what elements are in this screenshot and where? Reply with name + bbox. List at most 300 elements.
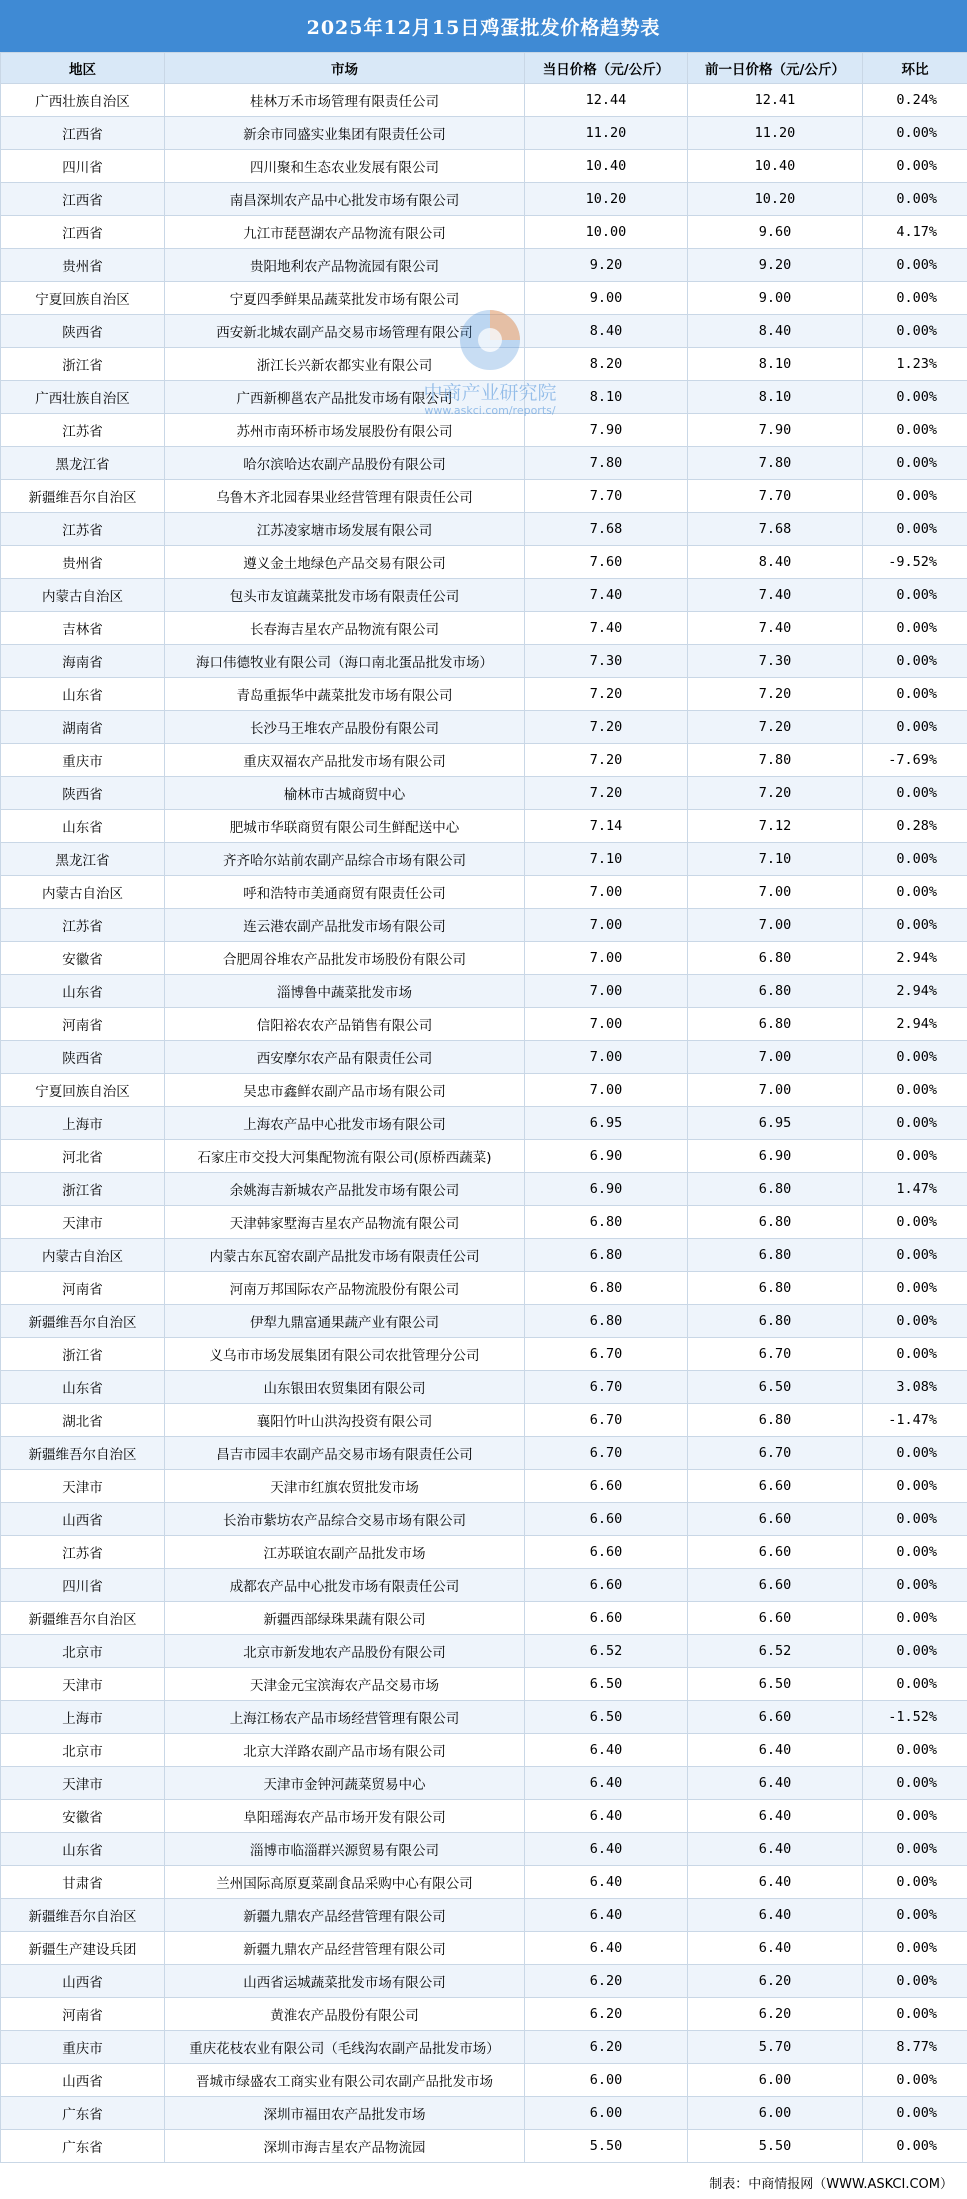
table-row	[1, 1866, 967, 1899]
cell-today-price: 7.00	[525, 1041, 688, 1074]
cell-prev-price: 6.60	[688, 1701, 863, 1734]
cell-region: 安徽省	[1, 942, 165, 975]
cell-region: 山东省	[1, 810, 165, 843]
footer-source: 制表：中商情报网（WWW.ASKCI.COM）	[0, 2166, 967, 2199]
cell-market: 长春海吉星农产品物流有限公司	[165, 612, 525, 645]
cell-change: 0.00%	[863, 1239, 967, 1272]
table-row	[1, 381, 967, 414]
cell-market: 山西省运城蔬菜批发市场有限公司	[165, 1965, 525, 1998]
cell-market: 榆林市古城商贸中心	[165, 777, 525, 810]
table-row	[1, 1503, 967, 1536]
table-row	[1, 1965, 967, 1998]
table-row	[1, 1107, 967, 1140]
cell-change: 2.94%	[863, 942, 967, 975]
cell-region: 新疆生产建设兵团	[1, 1932, 165, 1965]
cell-market: 内蒙古东瓦窑农副产品批发市场有限责任公司	[165, 1239, 525, 1272]
cell-market: 重庆花枝农业有限公司（毛线沟农副产品批发市场）	[165, 2031, 525, 2064]
cell-market: 深圳市海吉星农产品物流园	[165, 2130, 525, 2163]
cell-market: 重庆双福农产品批发市场有限公司	[165, 744, 525, 777]
table-row	[1, 1833, 967, 1866]
cell-today-price: 9.20	[525, 249, 688, 282]
cell-change: 0.00%	[863, 1932, 967, 1965]
cell-today-price: 7.10	[525, 843, 688, 876]
cell-today-price: 7.00	[525, 942, 688, 975]
cell-region: 山东省	[1, 678, 165, 711]
table-row	[1, 1404, 967, 1437]
cell-change: 0.00%	[863, 1074, 967, 1107]
cell-region: 广东省	[1, 2130, 165, 2163]
cell-prev-price: 6.80	[688, 942, 863, 975]
cell-region: 四川省	[1, 150, 165, 183]
table-row	[1, 447, 967, 480]
cell-change: 0.00%	[863, 1107, 967, 1140]
cell-today-price: 10.40	[525, 150, 688, 183]
cell-market: 西安摩尔农产品有限责任公司	[165, 1041, 525, 1074]
cell-today-price: 6.80	[525, 1206, 688, 1239]
cell-today-price: 6.00	[525, 2064, 688, 2097]
table-row	[1, 975, 967, 1008]
cell-prev-price: 6.90	[688, 1140, 863, 1173]
cell-change: 0.00%	[863, 876, 967, 909]
cell-change: 0.00%	[863, 1437, 967, 1470]
cell-region: 贵州省	[1, 249, 165, 282]
table-row	[1, 810, 967, 843]
cell-change: 0.00%	[863, 1305, 967, 1338]
cell-prev-price: 6.40	[688, 1734, 863, 1767]
cell-prev-price: 7.00	[688, 909, 863, 942]
cell-prev-price: 6.50	[688, 1371, 863, 1404]
cell-today-price: 6.60	[525, 1602, 688, 1635]
cell-prev-price: 5.50	[688, 2130, 863, 2163]
cell-change: 0.00%	[863, 480, 967, 513]
cell-change: 4.17%	[863, 216, 967, 249]
cell-today-price: 6.40	[525, 1833, 688, 1866]
cell-market: 新疆西部绿珠果蔬有限公司	[165, 1602, 525, 1635]
cell-prev-price: 6.80	[688, 975, 863, 1008]
cell-today-price: 10.00	[525, 216, 688, 249]
cell-prev-price: 9.00	[688, 282, 863, 315]
cell-prev-price: 6.95	[688, 1107, 863, 1140]
table-row	[1, 1668, 967, 1701]
cell-prev-price: 6.40	[688, 1899, 863, 1932]
cell-change: 2.94%	[863, 1008, 967, 1041]
cell-market: 广西新柳邕农产品批发市场有限公司	[165, 381, 525, 414]
cell-today-price: 6.60	[525, 1503, 688, 1536]
table-row	[1, 1371, 967, 1404]
cell-change: 0.00%	[863, 579, 967, 612]
table-row	[1, 150, 967, 183]
watermark-text: 中商产业研究院	[423, 382, 557, 404]
table-row	[1, 1734, 967, 1767]
cell-today-price: 6.60	[525, 1536, 688, 1569]
cell-prev-price: 7.00	[688, 1041, 863, 1074]
cell-region: 黑龙江省	[1, 843, 165, 876]
cell-prev-price: 6.80	[688, 1404, 863, 1437]
cell-today-price: 7.90	[525, 414, 688, 447]
cell-region: 宁夏回族自治区	[1, 1074, 165, 1107]
table-row	[1, 1338, 967, 1371]
cell-market: 淄博鲁中蔬菜批发市场	[165, 975, 525, 1008]
cell-change: 0.00%	[863, 843, 967, 876]
cell-market: 江苏联谊农副产品批发市场	[165, 1536, 525, 1569]
cell-change: 0.00%	[863, 315, 967, 348]
cell-today-price: 9.00	[525, 282, 688, 315]
cell-today-price: 6.60	[525, 1470, 688, 1503]
cell-today-price: 6.60	[525, 1569, 688, 1602]
cell-prev-price: 6.60	[688, 1470, 863, 1503]
cell-prev-price: 7.80	[688, 744, 863, 777]
cell-change: 0.00%	[863, 282, 967, 315]
table-row	[1, 678, 967, 711]
table-row	[1, 1932, 967, 1965]
cell-market: 兰州国际高原夏菜副食品采购中心有限公司	[165, 1866, 525, 1899]
cell-market: 乌鲁木齐北园春果业经营管理有限责任公司	[165, 480, 525, 513]
cell-prev-price: 7.10	[688, 843, 863, 876]
cell-change: 1.47%	[863, 1173, 967, 1206]
cell-today-price: 7.00	[525, 975, 688, 1008]
cell-market: 包头市友谊蔬菜批发市场有限责任公司	[165, 579, 525, 612]
cell-market: 齐齐哈尔站前农副产品综合市场有限公司	[165, 843, 525, 876]
cell-prev-price: 6.00	[688, 2064, 863, 2097]
cell-today-price: 7.80	[525, 447, 688, 480]
cell-market: 晋城市绿盛农工商实业有限公司农副产品批发市场	[165, 2064, 525, 2097]
cell-market: 江苏凌家塘市场发展有限公司	[165, 513, 525, 546]
cell-change: 0.00%	[863, 1998, 967, 2031]
cell-market: 哈尔滨哈达农副产品股份有限公司	[165, 447, 525, 480]
cell-prev-price: 10.40	[688, 150, 863, 183]
cell-market: 成都农产品中心批发市场有限责任公司	[165, 1569, 525, 1602]
cell-today-price: 8.20	[525, 348, 688, 381]
cell-region: 内蒙古自治区	[1, 1239, 165, 1272]
cell-change: 0.00%	[863, 183, 967, 216]
cell-change: 0.00%	[863, 414, 967, 447]
cell-market: 长沙马王堆农产品股份有限公司	[165, 711, 525, 744]
cell-market: 天津金元宝滨海农产品交易市场	[165, 1668, 525, 1701]
cell-today-price: 6.70	[525, 1338, 688, 1371]
cell-change: 0.00%	[863, 117, 967, 150]
cell-region: 天津市	[1, 1668, 165, 1701]
cell-change: 0.00%	[863, 1767, 967, 1800]
cell-prev-price: 9.60	[688, 216, 863, 249]
cell-today-price: 6.20	[525, 1965, 688, 1998]
cell-region: 浙江省	[1, 1173, 165, 1206]
cell-region: 新疆维吾尔自治区	[1, 1899, 165, 1932]
cell-market: 四川聚和生态农业发展有限公司	[165, 150, 525, 183]
cell-prev-price: 6.80	[688, 1272, 863, 1305]
cell-region: 江苏省	[1, 513, 165, 546]
cell-market: 河南万邦国际农产品物流股份有限公司	[165, 1272, 525, 1305]
table-row	[1, 249, 967, 282]
table-row	[1, 1569, 967, 1602]
cell-today-price: 6.90	[525, 1140, 688, 1173]
cell-change: 0.00%	[863, 2064, 967, 2097]
cell-region: 河南省	[1, 1272, 165, 1305]
cell-region: 河南省	[1, 1008, 165, 1041]
cell-market: 山东银田农贸集团有限公司	[165, 1371, 525, 1404]
table-row	[1, 1602, 967, 1635]
cell-market: 呼和浩特市美通商贸有限责任公司	[165, 876, 525, 909]
cell-region: 贵州省	[1, 546, 165, 579]
table-row	[1, 1767, 967, 1800]
cell-region: 河南省	[1, 1998, 165, 2031]
cell-today-price: 6.50	[525, 1701, 688, 1734]
cell-market: 北京市新发地农产品股份有限公司	[165, 1635, 525, 1668]
cell-market: 连云港农副产品批发市场有限公司	[165, 909, 525, 942]
cell-today-price: 10.20	[525, 183, 688, 216]
cell-change: 0.00%	[863, 678, 967, 711]
table-row	[1, 942, 967, 975]
cell-region: 江苏省	[1, 414, 165, 447]
column-header-market: 市场	[165, 53, 525, 84]
cell-market: 浙江长兴新农都实业有限公司	[165, 348, 525, 381]
cell-region: 河北省	[1, 1140, 165, 1173]
cell-region: 内蒙古自治区	[1, 579, 165, 612]
cell-market: 北京大洋路农副产品市场有限公司	[165, 1734, 525, 1767]
table-row	[1, 1437, 967, 1470]
cell-region: 山东省	[1, 1371, 165, 1404]
cell-market: 肥城市华联商贸有限公司生鲜配送中心	[165, 810, 525, 843]
cell-region: 上海市	[1, 1701, 165, 1734]
cell-prev-price: 7.00	[688, 876, 863, 909]
cell-region: 陕西省	[1, 777, 165, 810]
cell-change: -7.69%	[863, 744, 967, 777]
cell-prev-price: 6.40	[688, 1833, 863, 1866]
table-row	[1, 513, 967, 546]
cell-today-price: 6.52	[525, 1635, 688, 1668]
cell-market: 贵阳地利农产品物流园有限公司	[165, 249, 525, 282]
cell-market: 余姚海吉新城农产品批发市场有限公司	[165, 1173, 525, 1206]
table-row	[1, 1008, 967, 1041]
cell-prev-price: 6.80	[688, 1206, 863, 1239]
table-row	[1, 1701, 967, 1734]
cell-prev-price: 7.30	[688, 645, 863, 678]
cell-prev-price: 6.80	[688, 1239, 863, 1272]
cell-market: 合肥周谷堆农产品批发市场股份有限公司	[165, 942, 525, 975]
cell-change: 0.00%	[863, 1206, 967, 1239]
cell-region: 安徽省	[1, 1800, 165, 1833]
cell-today-price: 6.95	[525, 1107, 688, 1140]
cell-change: 0.00%	[863, 1536, 967, 1569]
cell-prev-price: 7.70	[688, 480, 863, 513]
cell-change: 0.00%	[863, 381, 967, 414]
cell-today-price: 6.20	[525, 1998, 688, 2031]
cell-region: 江西省	[1, 183, 165, 216]
table-row	[1, 348, 967, 381]
column-header-region: 地区	[1, 53, 165, 84]
cell-region: 广东省	[1, 2097, 165, 2130]
cell-today-price: 6.40	[525, 1734, 688, 1767]
cell-today-price: 6.70	[525, 1437, 688, 1470]
cell-change: 0.00%	[863, 1140, 967, 1173]
cell-prev-price: 5.70	[688, 2031, 863, 2064]
cell-region: 山西省	[1, 2064, 165, 2097]
cell-today-price: 6.70	[525, 1404, 688, 1437]
cell-market: 襄阳竹叶山洪沟投资有限公司	[165, 1404, 525, 1437]
table-row	[1, 414, 967, 447]
table-row	[1, 645, 967, 678]
table-row	[1, 1272, 967, 1305]
cell-market: 桂林万禾市场管理有限责任公司	[165, 84, 525, 117]
cell-change: 0.00%	[863, 1635, 967, 1668]
cell-today-price: 7.20	[525, 777, 688, 810]
cell-region: 湖南省	[1, 711, 165, 744]
column-header-prev-price: 前一日价格（元/公斤）	[688, 53, 863, 84]
table-row	[1, 777, 967, 810]
header-row	[1, 53, 967, 84]
cell-prev-price: 12.41	[688, 84, 863, 117]
cell-prev-price: 6.70	[688, 1437, 863, 1470]
cell-region: 四川省	[1, 1569, 165, 1602]
table-row	[1, 2064, 967, 2097]
cell-change: 0.00%	[863, 1569, 967, 1602]
cell-market: 新疆九鼎农产品经营管理有限公司	[165, 1899, 525, 1932]
cell-prev-price: 8.10	[688, 381, 863, 414]
table-row	[1, 183, 967, 216]
cell-today-price: 6.40	[525, 1866, 688, 1899]
cell-market: 深圳市福田农产品批发市场	[165, 2097, 525, 2130]
cell-prev-price: 6.80	[688, 1305, 863, 1338]
table-row	[1, 1206, 967, 1239]
cell-today-price: 12.44	[525, 84, 688, 117]
cell-market: 南昌深圳农产品中心批发市场有限公司	[165, 183, 525, 216]
cell-change: 0.00%	[863, 150, 967, 183]
cell-today-price: 6.40	[525, 1932, 688, 1965]
cell-today-price: 7.30	[525, 645, 688, 678]
table-row	[1, 1635, 967, 1668]
cell-change: -9.52%	[863, 546, 967, 579]
cell-region: 天津市	[1, 1470, 165, 1503]
cell-market: 遵义金土地绿色产品交易有限公司	[165, 546, 525, 579]
cell-today-price: 6.80	[525, 1272, 688, 1305]
cell-prev-price: 9.20	[688, 249, 863, 282]
cell-market: 长治市紫坊农产品综合交易市场有限公司	[165, 1503, 525, 1536]
cell-change: 0.00%	[863, 1272, 967, 1305]
table-row	[1, 216, 967, 249]
cell-market: 吴忠市鑫鲜农副产品市场有限公司	[165, 1074, 525, 1107]
table-row	[1, 1041, 967, 1074]
cell-market: 青岛重振华中蔬菜批发市场有限公司	[165, 678, 525, 711]
cell-region: 浙江省	[1, 1338, 165, 1371]
table-row	[1, 1173, 967, 1206]
cell-today-price: 7.40	[525, 579, 688, 612]
cell-change: 1.23%	[863, 348, 967, 381]
cell-today-price: 11.20	[525, 117, 688, 150]
table-row	[1, 1536, 967, 1569]
cell-change: 0.00%	[863, 249, 967, 282]
cell-change: 0.00%	[863, 513, 967, 546]
cell-today-price: 7.68	[525, 513, 688, 546]
cell-market: 石家庄市交投大河集配物流有限公司(原桥西蔬菜)	[165, 1140, 525, 1173]
cell-market: 黄淮农产品股份有限公司	[165, 1998, 525, 2031]
cell-today-price: 6.50	[525, 1668, 688, 1701]
cell-region: 新疆维吾尔自治区	[1, 480, 165, 513]
cell-change: 3.08%	[863, 1371, 967, 1404]
cell-today-price: 8.40	[525, 315, 688, 348]
cell-prev-price: 10.20	[688, 183, 863, 216]
cell-region: 山东省	[1, 975, 165, 1008]
cell-today-price: 7.40	[525, 612, 688, 645]
cell-today-price: 6.90	[525, 1173, 688, 1206]
cell-today-price: 6.20	[525, 2031, 688, 2064]
cell-region: 海南省	[1, 645, 165, 678]
cell-change: -1.52%	[863, 1701, 967, 1734]
cell-change: 0.00%	[863, 1338, 967, 1371]
cell-change: 0.00%	[863, 1965, 967, 1998]
cell-region: 山西省	[1, 1503, 165, 1536]
cell-prev-price: 6.80	[688, 1008, 863, 1041]
cell-prev-price: 6.60	[688, 1536, 863, 1569]
cell-prev-price: 6.20	[688, 1965, 863, 1998]
cell-change: 0.00%	[863, 1866, 967, 1899]
cell-region: 陕西省	[1, 1041, 165, 1074]
cell-today-price: 7.20	[525, 744, 688, 777]
cell-market: 新疆九鼎农产品经营管理有限公司	[165, 1932, 525, 1965]
cell-prev-price: 6.40	[688, 1767, 863, 1800]
cell-prev-price: 6.40	[688, 1866, 863, 1899]
cell-market: 伊犁九鼎富通果蔬产业有限公司	[165, 1305, 525, 1338]
table-row	[1, 1239, 967, 1272]
table-row	[1, 1800, 967, 1833]
cell-market: 天津韩家墅海吉星农产品物流有限公司	[165, 1206, 525, 1239]
cell-prev-price: 6.60	[688, 1569, 863, 1602]
cell-change: 0.24%	[863, 84, 967, 117]
cell-region: 陕西省	[1, 315, 165, 348]
cell-market: 义乌市市场发展集团有限公司农批管理分公司	[165, 1338, 525, 1371]
cell-market: 淄博市临淄群兴源贸易有限公司	[165, 1833, 525, 1866]
cell-region: 新疆维吾尔自治区	[1, 1437, 165, 1470]
cell-prev-price: 6.20	[688, 1998, 863, 2031]
cell-region: 浙江省	[1, 348, 165, 381]
watermark-url: www.askci.com/reports/	[424, 404, 556, 417]
cell-change: 0.28%	[863, 810, 967, 843]
cell-change: 0.00%	[863, 2097, 967, 2130]
cell-today-price: 8.10	[525, 381, 688, 414]
cell-today-price: 7.00	[525, 1008, 688, 1041]
column-header-change: 环比	[863, 53, 967, 84]
cell-change: 0.00%	[863, 1800, 967, 1833]
table-row	[1, 2130, 967, 2163]
cell-change: 0.00%	[863, 612, 967, 645]
cell-prev-price: 7.20	[688, 711, 863, 744]
cell-region: 内蒙古自治区	[1, 876, 165, 909]
price-table	[0, 52, 967, 2163]
cell-prev-price: 7.00	[688, 1074, 863, 1107]
cell-market: 信阳裕农农产品销售有限公司	[165, 1008, 525, 1041]
cell-change: 0.00%	[863, 2130, 967, 2163]
cell-region: 天津市	[1, 1767, 165, 1800]
cell-region: 宁夏回族自治区	[1, 282, 165, 315]
cell-change: 0.00%	[863, 1734, 967, 1767]
cell-region: 江西省	[1, 216, 165, 249]
cell-change: 0.00%	[863, 1833, 967, 1866]
cell-region: 新疆维吾尔自治区	[1, 1305, 165, 1338]
cell-prev-price: 7.68	[688, 513, 863, 546]
cell-change: 0.00%	[863, 1041, 967, 1074]
cell-change: 0.00%	[863, 1602, 967, 1635]
cell-prev-price: 7.40	[688, 612, 863, 645]
cell-prev-price: 7.90	[688, 414, 863, 447]
table-body	[1, 84, 967, 2163]
cell-change: 0.00%	[863, 1503, 967, 1536]
table-title: 2025年12月15日鸡蛋批发价格趋势表	[0, 0, 967, 52]
cell-region: 湖北省	[1, 1404, 165, 1437]
cell-region: 山西省	[1, 1965, 165, 1998]
table-row	[1, 480, 967, 513]
table-row	[1, 711, 967, 744]
cell-prev-price: 7.80	[688, 447, 863, 480]
cell-prev-price: 8.40	[688, 546, 863, 579]
table-row	[1, 2031, 967, 2064]
